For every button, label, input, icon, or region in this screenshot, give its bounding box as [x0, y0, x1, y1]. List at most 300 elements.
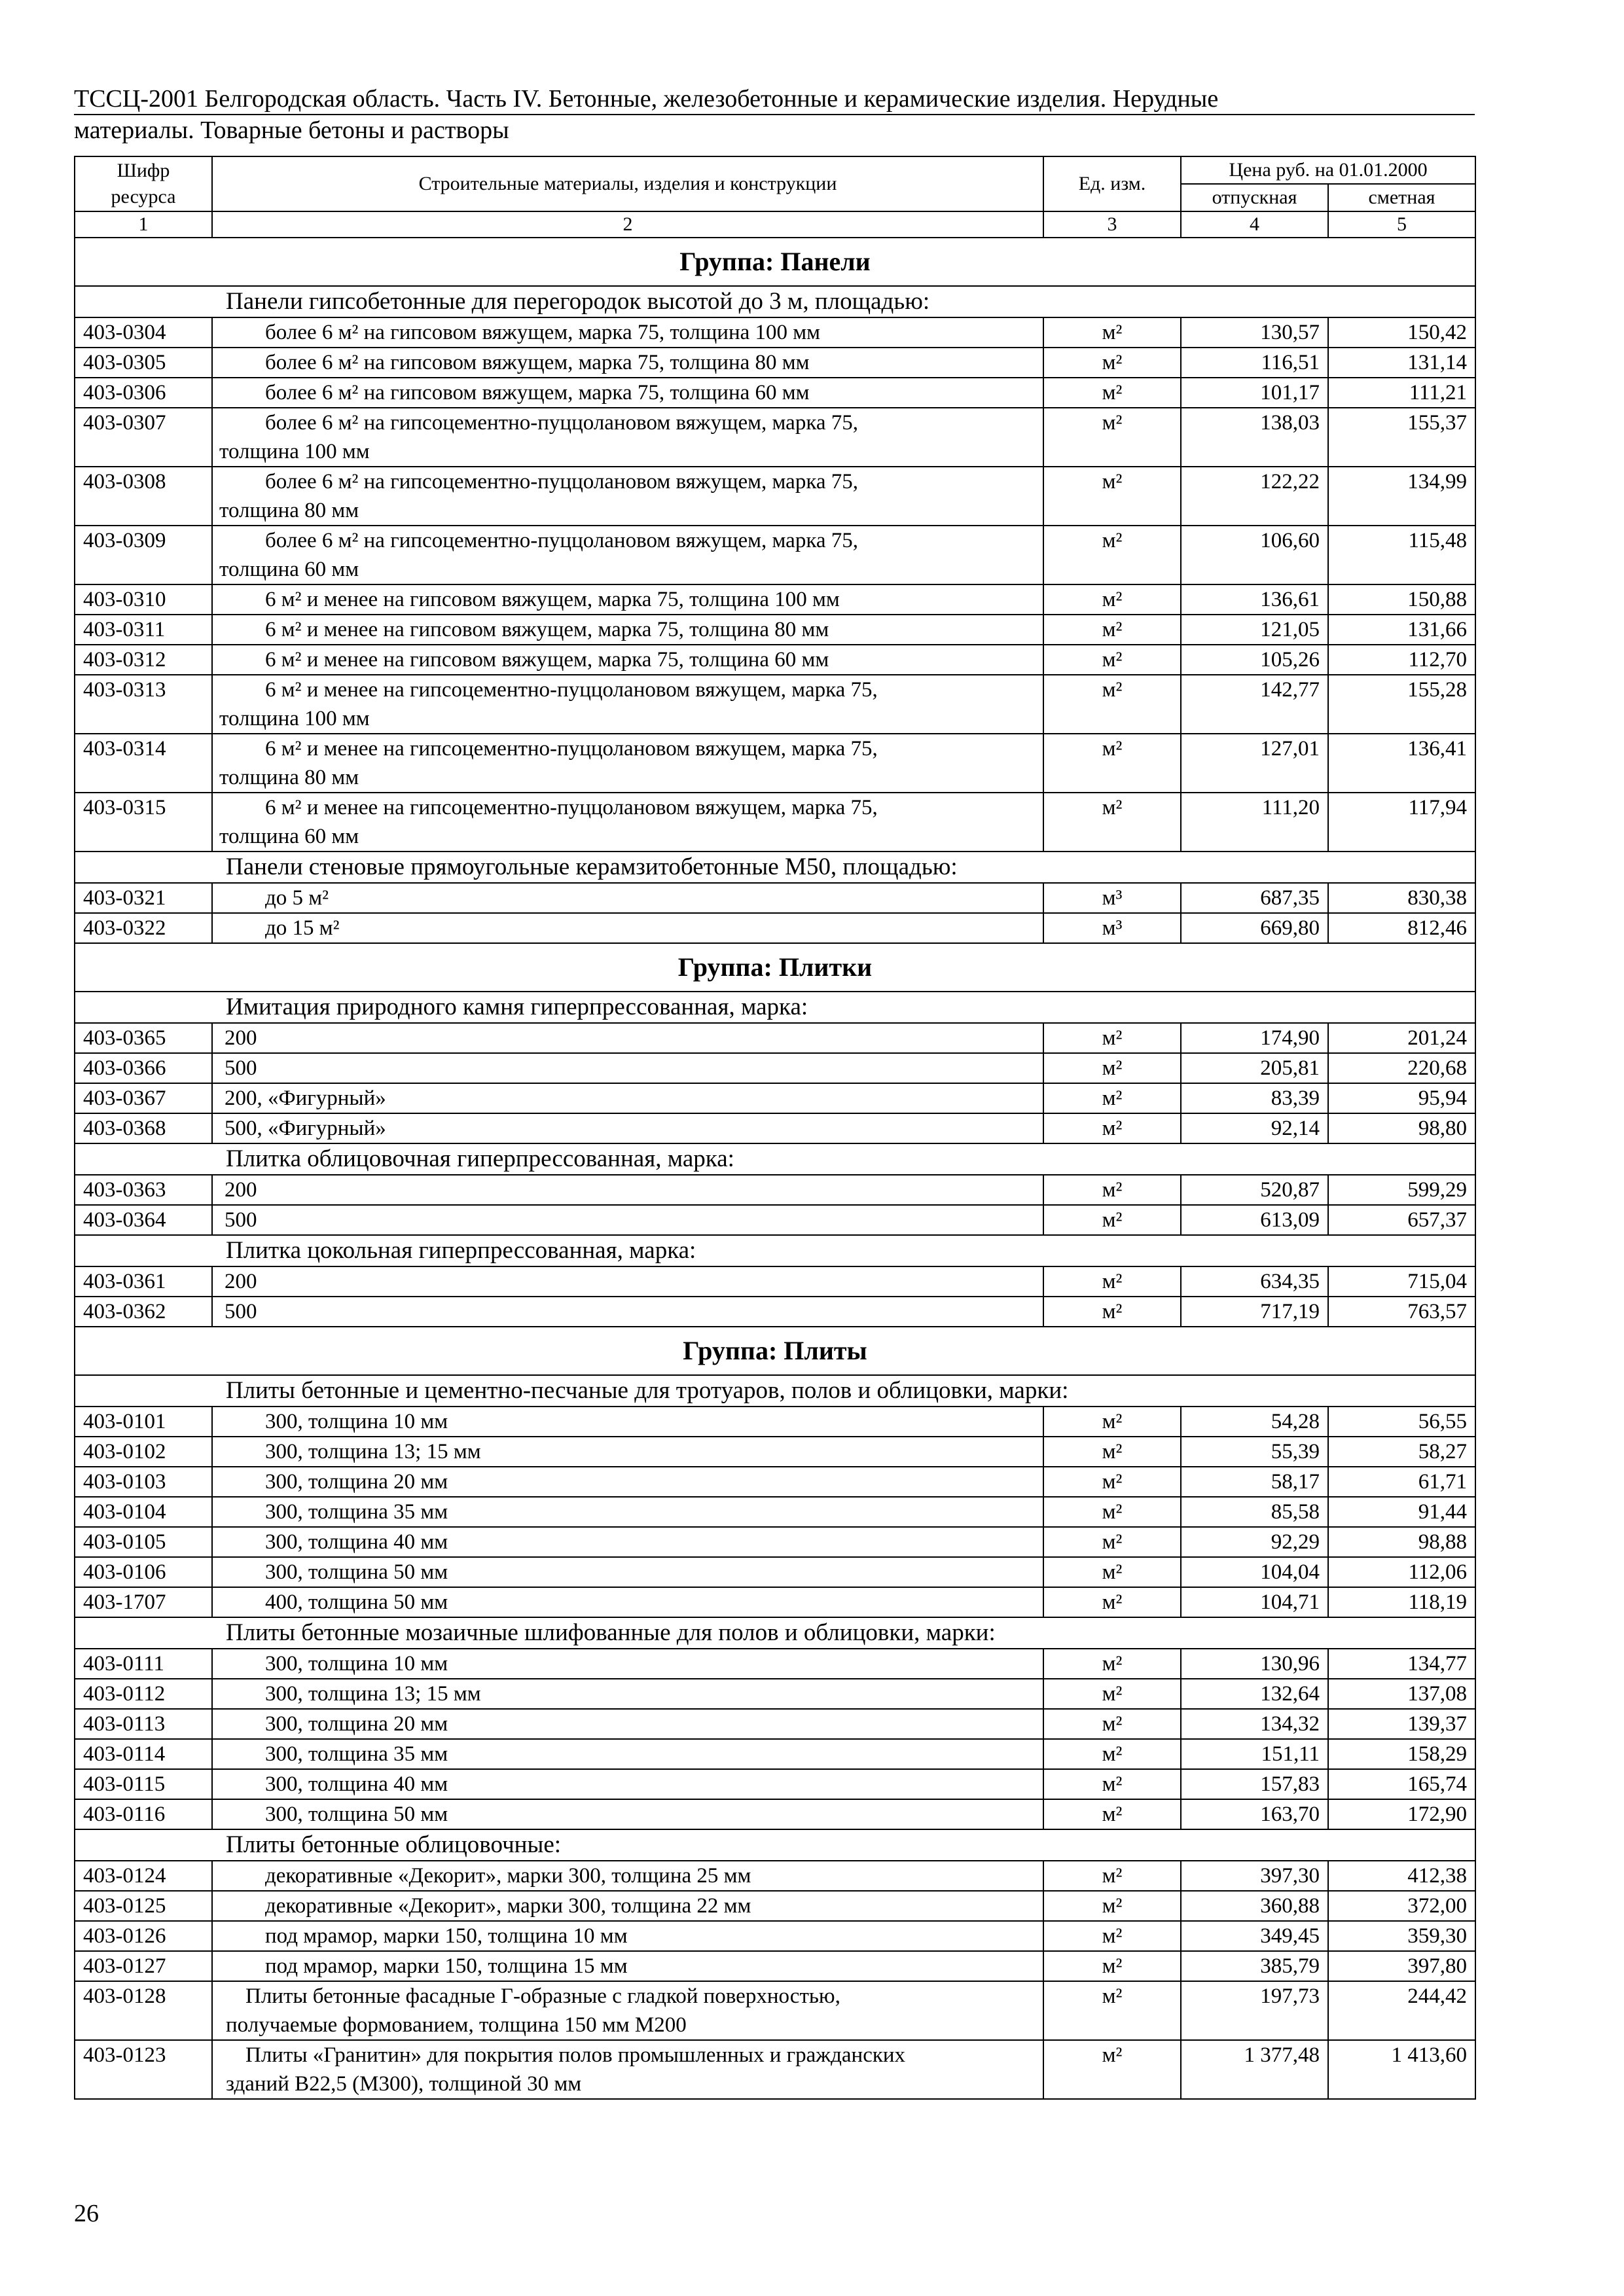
release-price: 669,80 [1181, 913, 1328, 943]
resource-code: 403-0364 [75, 1205, 212, 1235]
col-header-code: Шифр ресурса [75, 156, 212, 211]
resource-code: 403-0310 [75, 584, 212, 615]
resource-code: 403-0314 [75, 734, 212, 793]
item-name-line: 300, толщина 35 мм [265, 1742, 448, 1766]
unit-of-measure: м² [1043, 1467, 1181, 1497]
item-name-line: 300, толщина 10 мм [265, 1410, 448, 1433]
resource-code: 403-0124 [75, 1861, 212, 1891]
resource-code: 403-1707 [75, 1587, 212, 1617]
estimate-price: 372,00 [1328, 1891, 1475, 1921]
resource-code: 403-0309 [75, 526, 212, 584]
subgroup-row [75, 1375, 1475, 1407]
unit-of-measure: м² [1043, 1175, 1181, 1205]
table-row [75, 1175, 1475, 1205]
estimate-price: 155,28 [1328, 675, 1475, 734]
release-price: 360,88 [1181, 1891, 1328, 1921]
estimate-price: 165,74 [1328, 1769, 1475, 1799]
resource-code: 403-0306 [75, 378, 212, 408]
unit-of-measure: м³ [1043, 913, 1181, 943]
estimate-price: 115,48 [1328, 526, 1475, 584]
item-name [212, 1981, 1043, 2040]
estimate-price: 715,04 [1328, 1266, 1475, 1297]
estimate-price: 137,08 [1328, 1679, 1475, 1709]
unit-of-measure: м² [1043, 615, 1181, 645]
release-price: 130,96 [1181, 1649, 1328, 1679]
resource-code: 403-0367 [75, 1083, 212, 1113]
resource-code: 403-0104 [75, 1497, 212, 1527]
item-name-line: 6 м² и менее на гипсоцементно-пуццолановом вяжущем, марка 75, [265, 737, 878, 761]
item-name [212, 1921, 1043, 1951]
table-row [75, 348, 1475, 378]
table-row [75, 408, 1475, 467]
table-row [75, 615, 1475, 645]
item-name [212, 1709, 1043, 1739]
release-price: 687,35 [1181, 883, 1328, 913]
table-row [75, 1437, 1475, 1467]
item-name [212, 1175, 1043, 1205]
unit-of-measure: м² [1043, 1981, 1181, 2040]
subgroup-title: Плитка цокольная гиперпрессованная, марка: [75, 1235, 1475, 1266]
unit-of-measure: м² [1043, 317, 1181, 348]
item-name-continuation: зданий В22,5 (М300), толщиной 30 мм [226, 2072, 582, 2096]
subgroup-title: Имитация природного камня гиперпрессованная, марка: [75, 992, 1475, 1023]
unit-of-measure: м² [1043, 1407, 1181, 1437]
estimate-price: 412,38 [1328, 1861, 1475, 1891]
estimate-price: 112,70 [1328, 645, 1475, 675]
item-name [212, 1649, 1043, 1679]
release-price: 92,29 [1181, 1527, 1328, 1557]
item-name [212, 1557, 1043, 1587]
estimate-price: 397,80 [1328, 1951, 1475, 1981]
release-price: 163,70 [1181, 1799, 1328, 1829]
release-price: 138,03 [1181, 408, 1328, 467]
table-row [75, 1679, 1475, 1709]
resource-code: 403-0111 [75, 1649, 212, 1679]
release-price: 55,39 [1181, 1437, 1328, 1467]
resource-code: 403-0123 [75, 2040, 212, 2099]
table-row [75, 1891, 1475, 1921]
release-price: 106,60 [1181, 526, 1328, 584]
estimate-price: 134,77 [1328, 1649, 1475, 1679]
resource-code: 403-0321 [75, 883, 212, 913]
item-name-line: 6 м² и менее на гипсовом вяжущем, марка 75, толщина 60 мм [265, 648, 829, 672]
item-name-line: 200 [225, 1270, 257, 1293]
table-row [75, 2040, 1475, 2099]
subgroup-row [75, 852, 1475, 883]
unit-of-measure: м² [1043, 1587, 1181, 1617]
release-price: 101,17 [1181, 378, 1328, 408]
unit-of-measure: м² [1043, 1266, 1181, 1297]
unit-of-measure: м² [1043, 1557, 1181, 1587]
resource-code: 403-0307 [75, 408, 212, 467]
item-name-line: 200 [225, 1026, 257, 1050]
item-name-line: декоративные «Декорит», марки 300, толщина 22 мм [265, 1894, 751, 1918]
unit-of-measure: м² [1043, 645, 1181, 675]
estimate-price: 98,80 [1328, 1113, 1475, 1143]
resource-code: 403-0102 [75, 1437, 212, 1467]
item-name-line: под мрамор, марки 150, толщина 15 мм [265, 1954, 628, 1978]
unit-of-measure: м² [1043, 1083, 1181, 1113]
unit-of-measure: м³ [1043, 883, 1181, 913]
unit-of-measure: м² [1043, 467, 1181, 526]
item-name-line: 200, «Фигурный» [225, 1086, 386, 1110]
release-price: 349,45 [1181, 1921, 1328, 1951]
subgroup-title: Плиты бетонные облицовочные: [75, 1829, 1475, 1861]
release-price: 104,04 [1181, 1557, 1328, 1587]
item-name-line: 6 м² и менее на гипсовом вяжущем, марка 75, толщина 80 мм [265, 618, 829, 641]
item-name-line: до 5 м² [265, 886, 329, 910]
table-row [75, 378, 1475, 408]
item-name [212, 734, 1043, 793]
resource-code: 403-0311 [75, 615, 212, 645]
item-name [212, 1407, 1043, 1437]
resource-code: 403-0103 [75, 1467, 212, 1497]
item-name-continuation: толщина 100 мм [219, 440, 370, 463]
estimate-price: 98,88 [1328, 1527, 1475, 1557]
table-row [75, 883, 1475, 913]
item-name [212, 793, 1043, 852]
resource-code: 403-0313 [75, 675, 212, 734]
release-price: 151,11 [1181, 1739, 1328, 1769]
unit-of-measure: м² [1043, 1113, 1181, 1143]
resource-code: 403-0101 [75, 1407, 212, 1437]
release-price: 520,87 [1181, 1175, 1328, 1205]
subgroup-row [75, 1143, 1475, 1175]
release-price: 613,09 [1181, 1205, 1328, 1235]
estimate-price: 244,42 [1328, 1981, 1475, 2040]
item-name-line: 200 [225, 1178, 257, 1202]
item-name-line: более 6 м² на гипсовом вяжущем, марка 75, толщина 80 мм [265, 351, 810, 374]
table-row [75, 584, 1475, 615]
item-name-line: 6 м² и менее на гипсовом вяжущем, марка 75, толщина 100 мм [265, 588, 840, 611]
release-price: 130,57 [1181, 317, 1328, 348]
resource-code: 403-0126 [75, 1921, 212, 1951]
estimate-price: 1 413,60 [1328, 2040, 1475, 2099]
item-name [212, 526, 1043, 584]
table-row [75, 1297, 1475, 1327]
release-price: 1 377,48 [1181, 2040, 1328, 2099]
release-price: 132,64 [1181, 1679, 1328, 1709]
item-name [212, 1861, 1043, 1891]
resource-code: 403-0315 [75, 793, 212, 852]
table-row [75, 1205, 1475, 1235]
unit-of-measure: м² [1043, 675, 1181, 734]
unit-of-measure: м² [1043, 1527, 1181, 1557]
table-row [75, 317, 1475, 348]
col-header-name: Строительные материалы, изделия и конструкции [212, 156, 1043, 211]
estimate-price: 220,68 [1328, 1053, 1475, 1083]
estimate-price: 812,46 [1328, 913, 1475, 943]
item-name-line: 500 [225, 1056, 257, 1080]
table-row [75, 1527, 1475, 1557]
item-name [212, 467, 1043, 526]
col-number-1: 1 [75, 211, 212, 238]
table-row [75, 1266, 1475, 1297]
subgroup-row [75, 1235, 1475, 1266]
item-name [212, 408, 1043, 467]
table-row [75, 1083, 1475, 1113]
estimate-price: 136,41 [1328, 734, 1475, 793]
table-row [75, 1981, 1475, 2040]
estimate-price: 131,66 [1328, 615, 1475, 645]
estimate-price: 118,19 [1328, 1587, 1475, 1617]
item-name [212, 317, 1043, 348]
page-header [74, 84, 1475, 145]
estimate-price: 134,99 [1328, 467, 1475, 526]
page-number: 26 [74, 2200, 99, 2227]
estimate-price: 172,90 [1328, 1799, 1475, 1829]
item-name [212, 675, 1043, 734]
item-name [212, 1053, 1043, 1083]
subgroup-row [75, 1829, 1475, 1861]
release-price: 116,51 [1181, 348, 1328, 378]
table-row [75, 1861, 1475, 1891]
resource-code: 403-0128 [75, 1981, 212, 2040]
item-name-line: 500 [225, 1208, 257, 1232]
item-name-continuation: толщина 100 мм [219, 707, 370, 730]
item-name [212, 1527, 1043, 1557]
table-row [75, 1113, 1475, 1143]
table-row [75, 1799, 1475, 1829]
table-row [75, 1587, 1475, 1617]
release-price: 634,35 [1181, 1266, 1328, 1297]
subgroup-row [75, 1617, 1475, 1649]
resource-code: 403-0127 [75, 1951, 212, 1981]
subgroup-title: Плиты бетонные мозаичные шлифованные для полов и облицовки, марки: [75, 1617, 1475, 1649]
release-price: 104,71 [1181, 1587, 1328, 1617]
item-name [212, 584, 1043, 615]
item-name-line: 300, толщина 35 мм [265, 1500, 448, 1524]
release-price: 142,77 [1181, 675, 1328, 734]
release-price: 157,83 [1181, 1769, 1328, 1799]
item-name [212, 2040, 1043, 2099]
col-number-5: 5 [1328, 211, 1475, 238]
resource-code: 403-0366 [75, 1053, 212, 1083]
unit-of-measure: м² [1043, 1861, 1181, 1891]
estimate-price: 139,37 [1328, 1709, 1475, 1739]
resource-code: 403-0116 [75, 1799, 212, 1829]
estimate-price: 657,37 [1328, 1205, 1475, 1235]
item-name-continuation: толщина 80 мм [219, 766, 359, 789]
table-row [75, 1053, 1475, 1083]
item-name [212, 615, 1043, 645]
unit-of-measure: м² [1043, 526, 1181, 584]
table-body [75, 238, 1475, 2099]
estimate-price: 150,42 [1328, 317, 1475, 348]
item-name-continuation: толщина 80 мм [219, 499, 359, 522]
unit-of-measure: м² [1043, 1437, 1181, 1467]
table-row [75, 1467, 1475, 1497]
resource-code: 403-0125 [75, 1891, 212, 1921]
subgroup-title: Панели гипсобетонные для перегородок высотой до 3 м, площадью: [75, 286, 1475, 317]
item-name-line: Плиты «Гранитин» для покрытия полов промышленных и гражданских [245, 2043, 906, 2067]
item-name [212, 1023, 1043, 1053]
resource-code: 403-0106 [75, 1557, 212, 1587]
unit-of-measure: м² [1043, 348, 1181, 378]
release-price: 58,17 [1181, 1467, 1328, 1497]
estimate-price: 61,71 [1328, 1467, 1475, 1497]
item-name-continuation: получаемые формованием, толщина 150 мм М200 [226, 2013, 687, 2037]
item-name [212, 1769, 1043, 1799]
header-line-2: материалы. Товарные бетоны и растворы [74, 117, 509, 144]
unit-of-measure: м² [1043, 734, 1181, 793]
table-row [75, 1921, 1475, 1951]
table-row [75, 1557, 1475, 1587]
item-name [212, 378, 1043, 408]
item-name [212, 1437, 1043, 1467]
item-name-line: 300, толщина 20 мм [265, 1470, 448, 1494]
item-name-line: 500, «Фигурный» [225, 1117, 386, 1140]
table-row [75, 734, 1475, 793]
release-price: 54,28 [1181, 1407, 1328, 1437]
item-name-line: более 6 м² на гипсоцементно-пуццолановом вяжущем, марка 75, [265, 529, 859, 552]
item-name [212, 1951, 1043, 1981]
group-row [75, 238, 1475, 286]
table-row [75, 793, 1475, 852]
table-row [75, 1649, 1475, 1679]
estimate-price: 112,06 [1328, 1557, 1475, 1587]
item-name-line: 300, толщина 13; 15 мм [265, 1682, 481, 1706]
unit-of-measure: м² [1043, 1951, 1181, 1981]
release-price: 111,20 [1181, 793, 1328, 852]
resource-code: 403-0304 [75, 317, 212, 348]
estimate-price: 117,94 [1328, 793, 1475, 852]
subgroup-title: Плиты бетонные и цементно-песчаные для тротуаров, полов и облицовки, марки: [75, 1375, 1475, 1407]
item-name [212, 1113, 1043, 1143]
table-row [75, 1023, 1475, 1053]
resource-code: 403-0305 [75, 348, 212, 378]
release-price: 105,26 [1181, 645, 1328, 675]
item-name [212, 1266, 1043, 1297]
release-price: 134,32 [1181, 1709, 1328, 1739]
subgroup-title: Плитка облицовочная гиперпрессованная, марка: [75, 1143, 1475, 1175]
resource-code: 403-0312 [75, 645, 212, 675]
item-name-line: более 6 м² на гипсовом вяжущем, марка 75, толщина 100 мм [265, 321, 821, 344]
unit-of-measure: м² [1043, 1053, 1181, 1083]
subgroup-row [75, 992, 1475, 1023]
release-price: 174,90 [1181, 1023, 1328, 1053]
resource-code: 403-0112 [75, 1679, 212, 1709]
unit-of-measure: м² [1043, 1205, 1181, 1235]
estimate-price: 56,55 [1328, 1407, 1475, 1437]
item-name [212, 913, 1043, 943]
unit-of-measure: м² [1043, 378, 1181, 408]
item-name-line: 300, толщина 50 мм [265, 1803, 448, 1826]
resource-code: 403-0308 [75, 467, 212, 526]
resource-code: 403-0368 [75, 1113, 212, 1143]
item-name-line: декоративные «Декорит», марки 300, толщина 25 мм [265, 1864, 751, 1888]
unit-of-measure: м² [1043, 1649, 1181, 1679]
item-name-line: 300, толщина 40 мм [265, 1772, 448, 1796]
col-header-unit: Ед. изм. [1043, 156, 1181, 211]
resource-code: 403-0363 [75, 1175, 212, 1205]
col-header-release: отпускная [1181, 184, 1328, 211]
item-name [212, 645, 1043, 675]
estimate-price: 155,37 [1328, 408, 1475, 467]
item-name-line: более 6 м² на гипсоцементно-пуццолановом вяжущем, марка 75, [265, 411, 859, 435]
item-name [212, 1497, 1043, 1527]
release-price: 92,14 [1181, 1113, 1328, 1143]
col-header-estimate: сметная [1328, 184, 1475, 211]
item-name [212, 1891, 1043, 1921]
estimate-price: 763,57 [1328, 1297, 1475, 1327]
group-row [75, 943, 1475, 992]
unit-of-measure: м² [1043, 793, 1181, 852]
estimate-price: 359,30 [1328, 1921, 1475, 1951]
item-name [212, 1297, 1043, 1327]
unit-of-measure: м² [1043, 1023, 1181, 1053]
item-name [212, 883, 1043, 913]
unit-of-measure: м² [1043, 1297, 1181, 1327]
item-name-line: 6 м² и менее на гипсоцементно-пуццолановом вяжущем, марка 75, [265, 678, 878, 702]
resource-code: 403-0361 [75, 1266, 212, 1297]
item-name-line: 300, толщина 20 мм [265, 1712, 448, 1736]
unit-of-measure: м² [1043, 1769, 1181, 1799]
resource-code: 403-0105 [75, 1527, 212, 1557]
unit-of-measure: м² [1043, 584, 1181, 615]
item-name-line: 400, толщина 50 мм [265, 1590, 448, 1614]
item-name [212, 1083, 1043, 1113]
estimate-price: 150,88 [1328, 584, 1475, 615]
release-price: 197,73 [1181, 1981, 1328, 2040]
group-row [75, 1327, 1475, 1375]
item-name [212, 1679, 1043, 1709]
release-price: 385,79 [1181, 1951, 1328, 1981]
resource-code: 403-0362 [75, 1297, 212, 1327]
table-row [75, 645, 1475, 675]
release-price: 122,22 [1181, 467, 1328, 526]
item-name [212, 1799, 1043, 1829]
unit-of-measure: м² [1043, 1679, 1181, 1709]
item-name-continuation: толщина 60 мм [219, 558, 359, 581]
release-price: 121,05 [1181, 615, 1328, 645]
item-name-line: 6 м² и менее на гипсоцементно-пуццолановом вяжущем, марка 75, [265, 796, 878, 819]
item-name [212, 1467, 1043, 1497]
estimate-price: 830,38 [1328, 883, 1475, 913]
table-row [75, 526, 1475, 584]
group-title: Группа: Панели [75, 238, 1475, 286]
item-name-line: 300, толщина 13; 15 мм [265, 1440, 481, 1463]
unit-of-measure: м² [1043, 1921, 1181, 1951]
item-name-line: Плиты бетонные фасадные Г-образные с гладкой поверхностью, [245, 1984, 840, 2008]
table-row [75, 1497, 1475, 1527]
col-number-4: 4 [1181, 211, 1328, 238]
col-number-3: 3 [1043, 211, 1181, 238]
estimate-price: 111,21 [1328, 378, 1475, 408]
table-row [75, 467, 1475, 526]
item-name-line: до 15 м² [265, 916, 340, 940]
item-name-line: более 6 м² на гипсовом вяжущем, марка 75, толщина 60 мм [265, 381, 810, 404]
item-name-line: 300, толщина 50 мм [265, 1560, 448, 1584]
estimate-price: 158,29 [1328, 1739, 1475, 1769]
resource-code: 403-0114 [75, 1739, 212, 1769]
price-table [74, 156, 1476, 2100]
unit-of-measure: м² [1043, 1739, 1181, 1769]
table-row [75, 1951, 1475, 1981]
table-row [75, 1407, 1475, 1437]
release-price: 83,39 [1181, 1083, 1328, 1113]
estimate-price: 58,27 [1328, 1437, 1475, 1467]
unit-of-measure: м² [1043, 1891, 1181, 1921]
unit-of-measure: м² [1043, 1709, 1181, 1739]
release-price: 136,61 [1181, 584, 1328, 615]
col-number-2: 2 [212, 211, 1043, 238]
table-row [75, 1709, 1475, 1739]
estimate-price: 599,29 [1328, 1175, 1475, 1205]
resource-code: 403-0115 [75, 1769, 212, 1799]
item-name-line: под мрамор, марки 150, толщина 10 мм [265, 1924, 628, 1948]
estimate-price: 95,94 [1328, 1083, 1475, 1113]
